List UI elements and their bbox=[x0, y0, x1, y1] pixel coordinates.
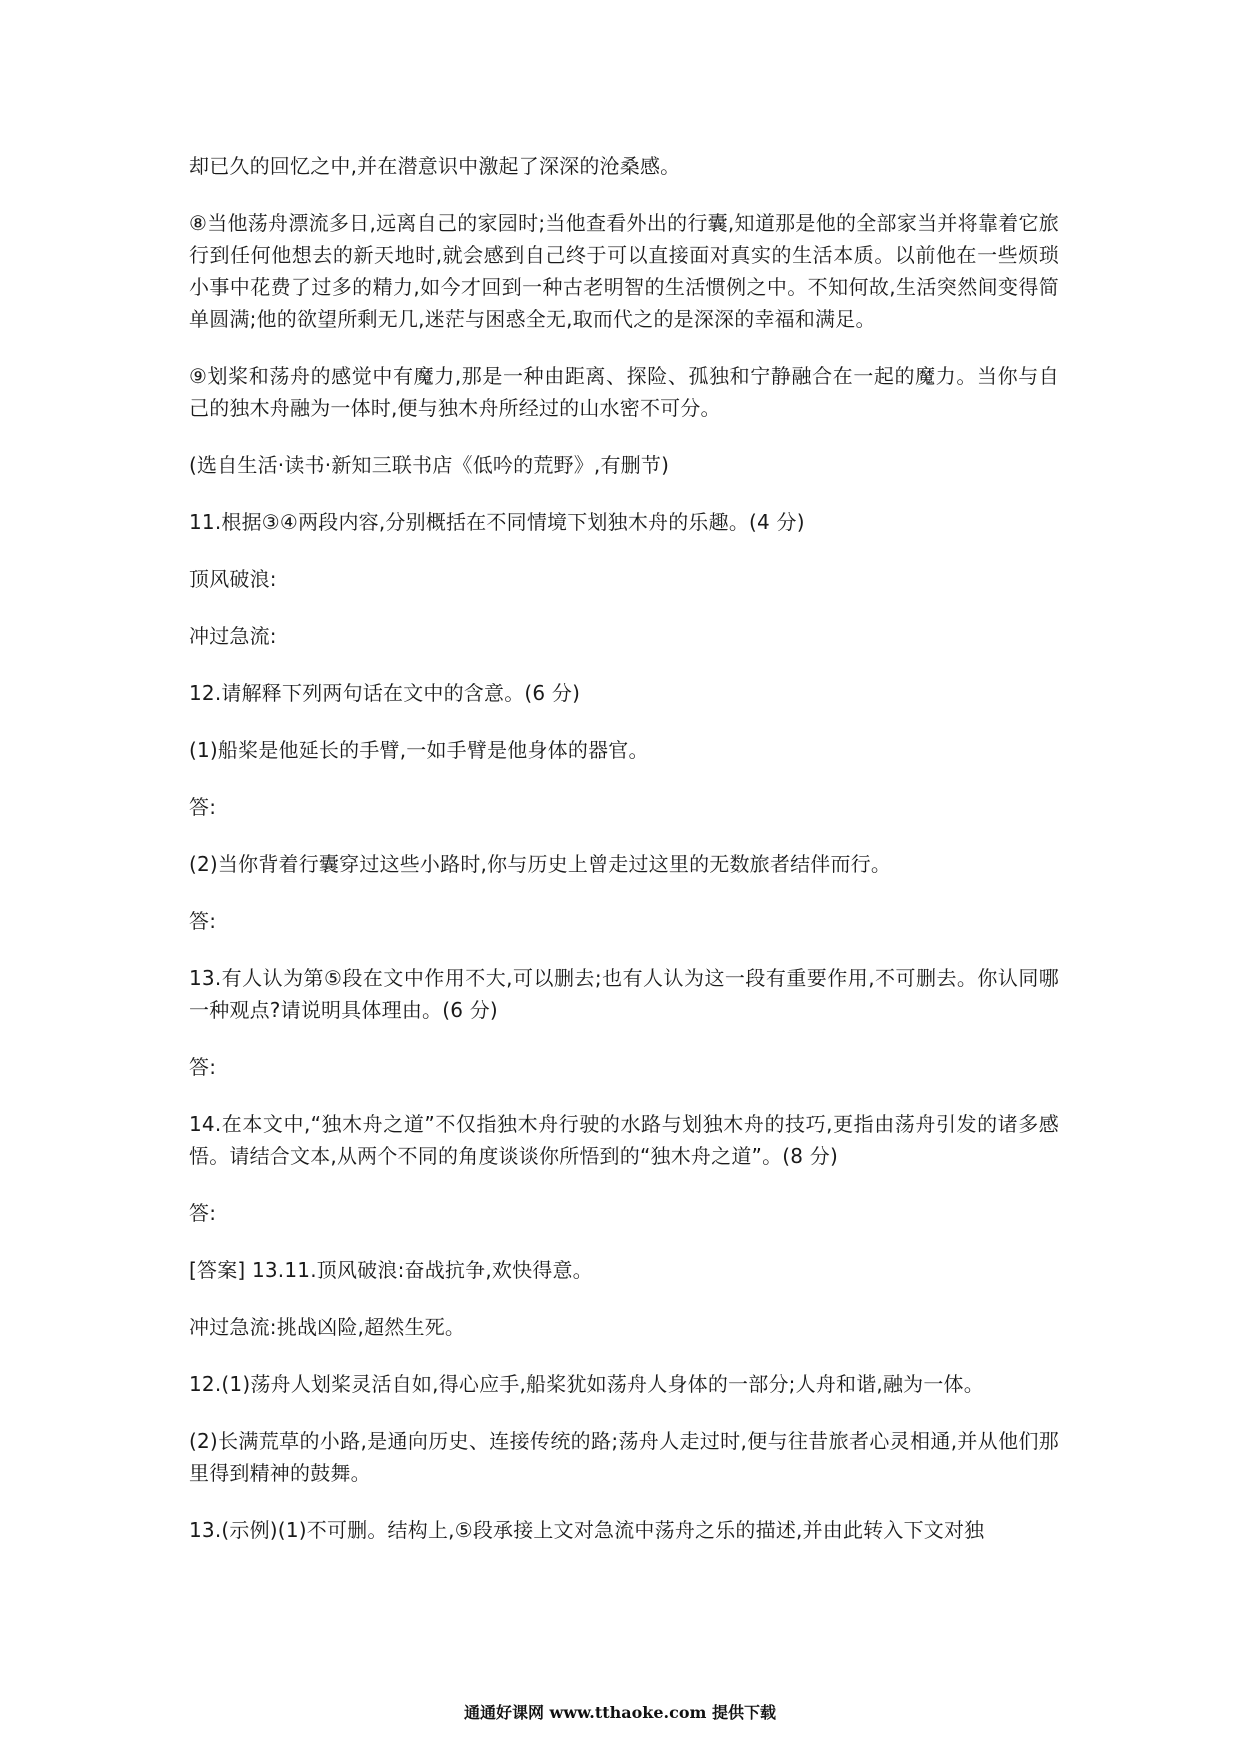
question-13: 13.有人认为第⑤段在文中作用不大,可以删去;也有人认为这一段有重要作用,不可删去。你认同哪一种观点?请说明具体理由。(6 分) bbox=[189, 966, 1059, 1022]
answer-prompt: 答: bbox=[189, 1201, 217, 1225]
answer-key-13: 13.(示例)(1)不可删。结构上,⑤段承接上文对急流中荡舟之乐的描述,并由此转入下文对独 bbox=[189, 1518, 985, 1542]
question-11: 11.根据③④两段内容,分别概括在不同情境下划独木舟的乐趣。(4 分) bbox=[189, 510, 805, 534]
answer-key-12-part-2: (2)长满荒草的小路,是通向历史、连接传统的路;荡舟人走过时,便与往昔旅者心灵相通,并从他们那里得到精神的鼓舞。 bbox=[189, 1429, 1059, 1485]
answer-prompt: 答: bbox=[189, 795, 217, 819]
document-body bbox=[189, 150, 1059, 1571]
answer-key-12-part-1: 12.(1)荡舟人划桨灵活自如,得心应手,船桨犹如荡舟人身体的一部分;人舟和谐,融为一体。 bbox=[189, 1372, 984, 1396]
answer-prompt: 答: bbox=[189, 909, 217, 933]
answer-key-11-rapids: 冲过急流:挑战凶险,超然生死。 bbox=[189, 1315, 466, 1339]
question-14: 14.在本文中,“独木舟之道”不仅指独木舟行驶的水路与划独木舟的技巧,更指由荡舟引发的诸多感悟。请结合文本,从两个不同的角度谈谈你所悟到的“独木舟之道”。(8 分) bbox=[189, 1112, 1059, 1168]
answer-prompt-rapids: 冲过急流: bbox=[189, 624, 277, 648]
answer-prompt-headwind: 顶风破浪: bbox=[189, 567, 277, 591]
question-12-part-1: (1)船桨是他延长的手臂,一如手臂是他身体的器官。 bbox=[189, 738, 649, 762]
source-citation: (选自生活·读书·新知三联书店《低吟的荒野》,有删节) bbox=[189, 453, 670, 477]
answer-prompt: 答: bbox=[189, 1055, 217, 1079]
paragraph-8: ⑧当他荡舟漂流多日,远离自己的家园时;当他查看外出的行囊,知道那是他的全部家当并将靠着它旅行到任何他想去的新天地时,就会感到自己终于可以直接面对真实的生活本质。以前他在一些烦琐小事中花费了过多的精力,如今才回到一种古老明智的生活惯例之中。不知何故,生活突然间变得简单圆满;他的欲望所剩无几,迷茫与困惑全无,取而代之的是深深的幸福和满足。 bbox=[189, 211, 1059, 331]
page-footer: 通通好课网 www.tthaoke.com 提供下载 bbox=[463, 1703, 777, 1722]
question-12-part-2: (2)当你背着行囊穿过这些小路时,你与历史上曾走过这里的无数旅者结伴而行。 bbox=[189, 852, 892, 876]
question-12: 12.请解释下列两句话在文中的含意。(6 分) bbox=[189, 681, 581, 705]
paragraph-continuation: 却已久的回忆之中,并在潜意识中激起了深深的沧桑感。 bbox=[189, 154, 681, 178]
paragraph-9: ⑨划桨和荡舟的感觉中有魔力,那是一种由距离、探险、孤独和宁静融合在一起的魔力。当你与自己的独木舟融为一体时,便与独木舟所经过的山水密不可分。 bbox=[189, 364, 1059, 420]
answer-key-11-headwind: [答案] 13.11.顶风破浪:奋战抗争,欢快得意。 bbox=[189, 1258, 593, 1282]
